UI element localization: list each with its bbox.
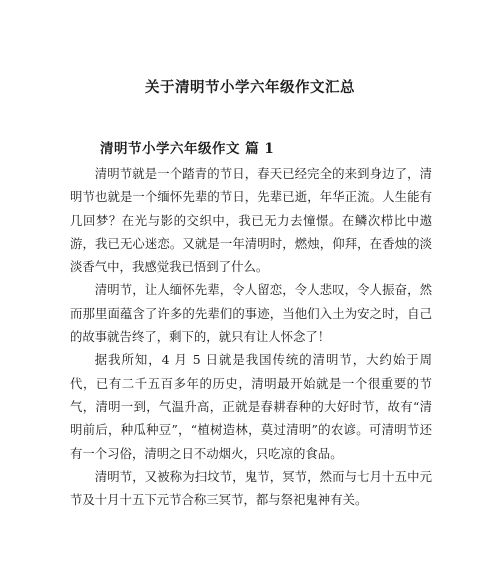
paragraph-1: 清明节就是一个踏青的节日，春天已经完全的来到身边了，清明节也就是一个缅怀先辈的节日，先辈已逝，年华正流。人生能有几回梦？在光与影的交织中，我已无力去憧憬。在鳞次栉比中遨游，我已无心迷恋。又就是一年清明时，燃烛，仰拜，在香烛的淡淡香气中，我感觉我已悟到了什么。 [70, 166, 432, 275]
document-body [70, 162, 432, 511]
paragraph-3: 据我所知，4 月 5 日就是我国传统的清明节，大约始于周代，已有二千五百多年的历史，清明最开始就是一个很重要的节气，清明一到，气温升高，正就是春耕春种的大好时节，故有“清明前后，种瓜种豆”，“植树造林，莫过清明”的农谚。可清明节还有一个习俗，清明之日不动烟火，只吃凉的食品。 [70, 352, 432, 461]
paragraph-4: 清明节，又被称为扫坟节，鬼节，冥节，然而与七月十五中元节及十月十五下元节合称三冥节，都与祭祀鬼神有关。 [70, 468, 432, 508]
document-title: 关于清明节小学六年级作文汇总 [145, 79, 355, 96]
paragraph-2: 清明节，让人缅怀先辈，令人留恋，令人悲叹，令人振奋，然而那里面蕴含了许多的先辈们的事迹，当他们入土为安之时，自己的故事就告终了，剩下的，就只有让人怀念了！ [70, 282, 432, 345]
section-heading: 清明节小学六年级作文 篇 1 [100, 141, 275, 157]
